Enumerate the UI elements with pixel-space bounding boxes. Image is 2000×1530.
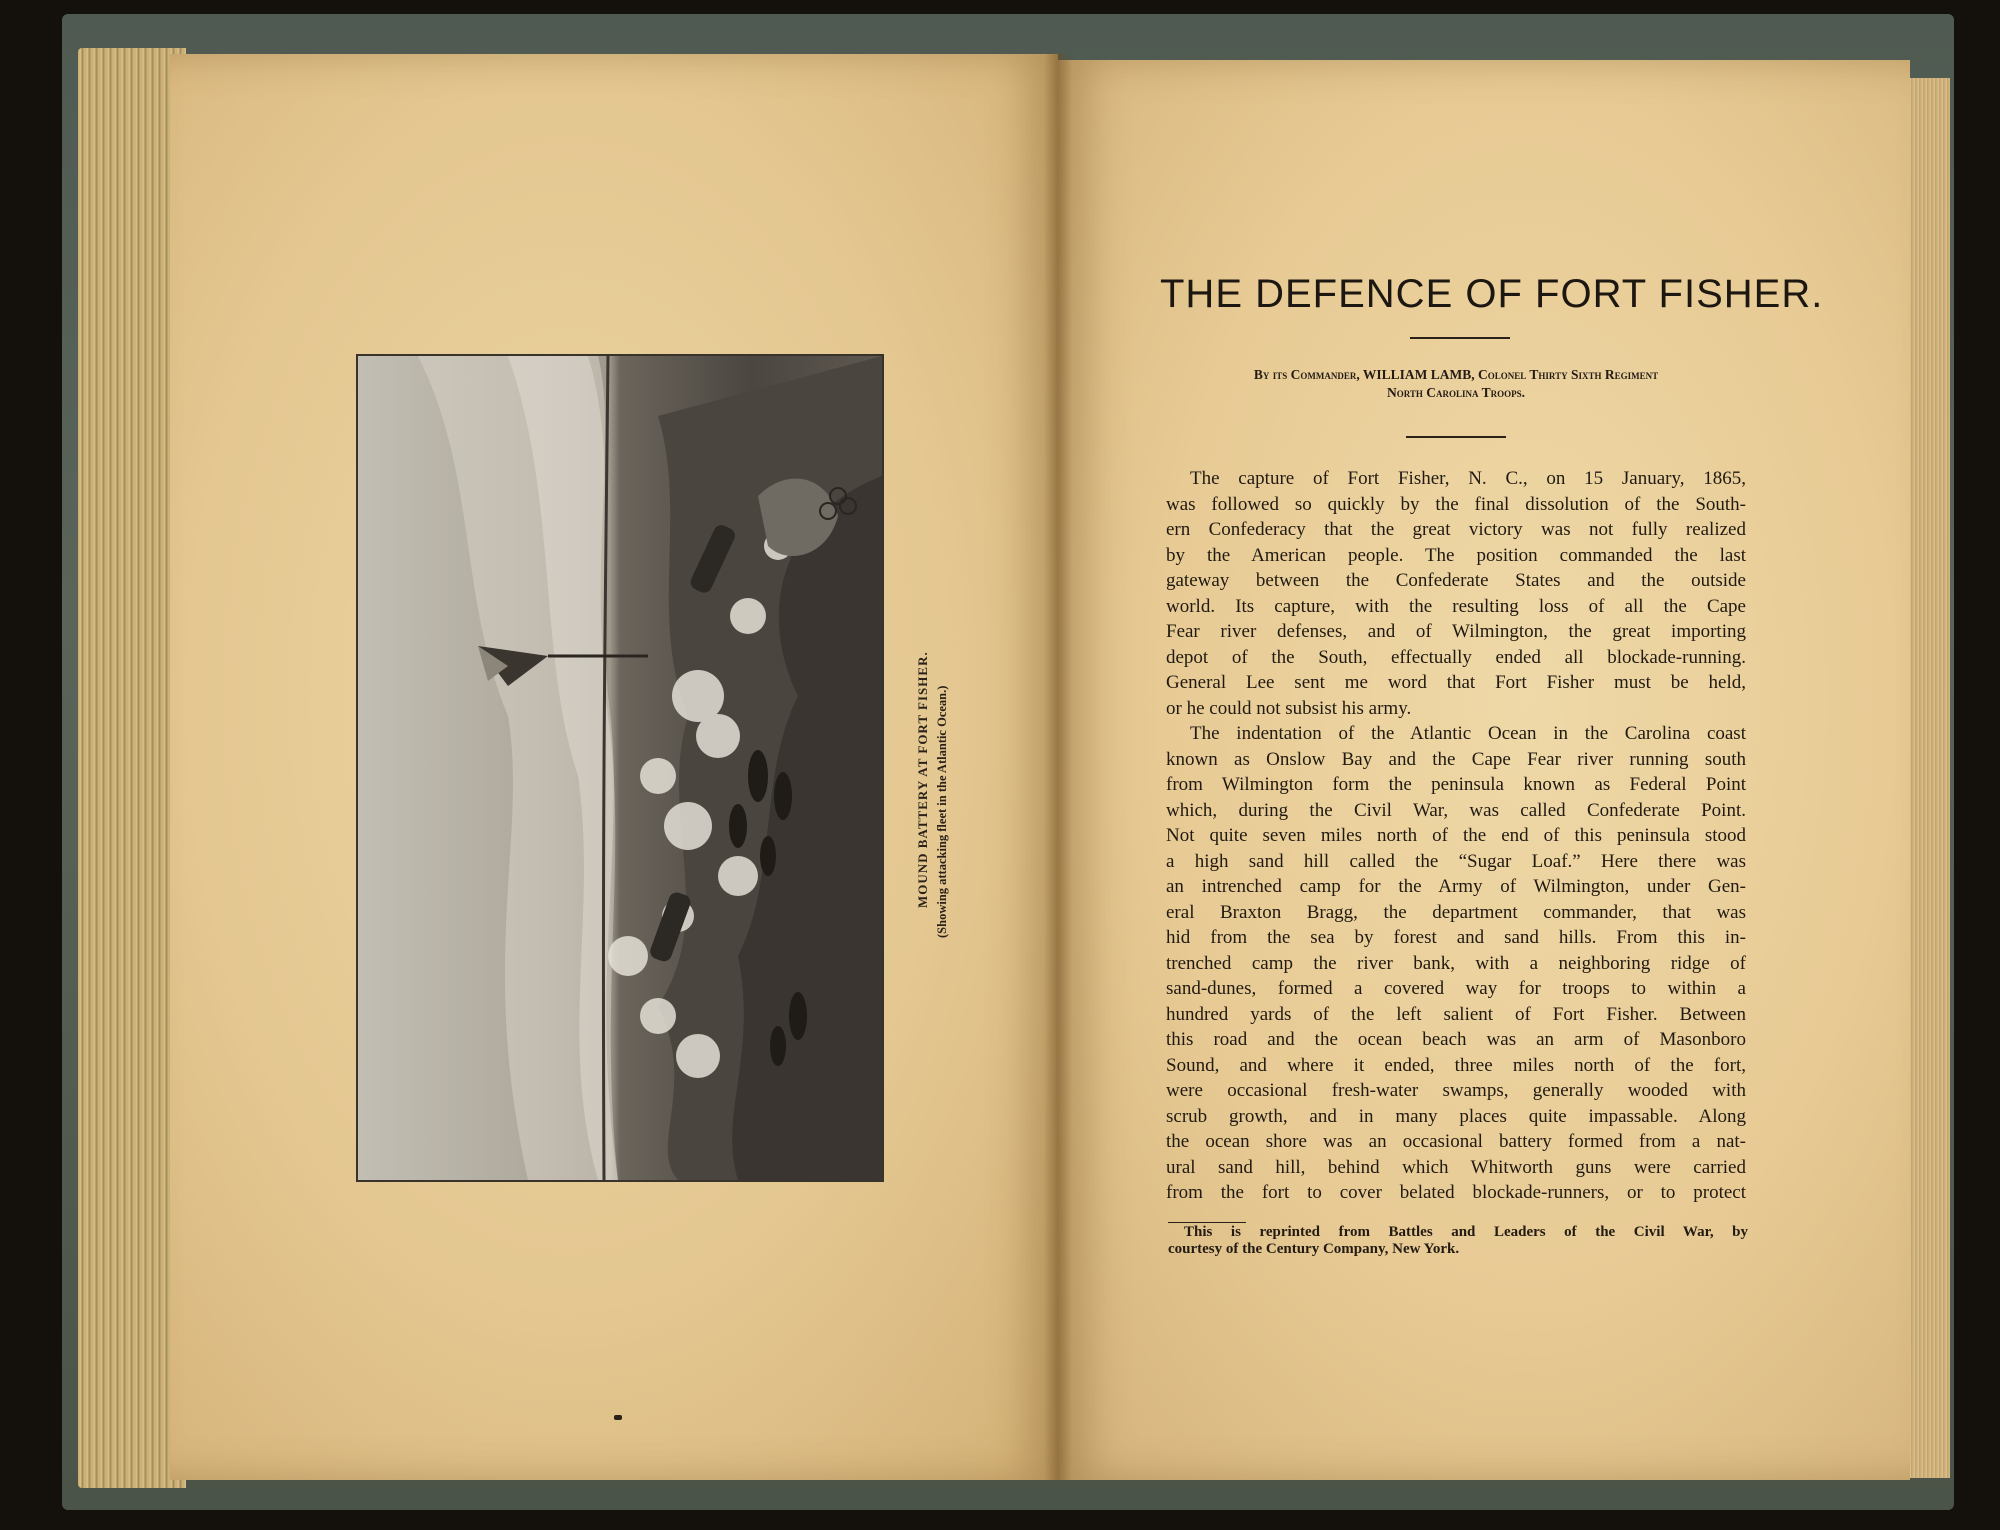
body-line: or he could not subsist his army. <box>1166 697 1412 719</box>
body-line: depot of the South, effectually ended all blockade-running. <box>1166 646 1746 668</box>
body-line: Not quite seven miles north of the end of this peninsula stood <box>1166 825 1746 846</box>
footnote-line: This is reprinted from Battles and Leaders of the Civil War, by <box>1184 1224 1748 1240</box>
title-rule <box>1410 337 1510 339</box>
byline-line-1: By its Commander, WILLIAM LAMB, Colonel Thirty Sixth Regiment <box>1253 367 1659 382</box>
body-line: was followed so quickly by the final dissolution of the South- <box>1166 493 1746 515</box>
body-line: The indentation of the Atlantic Ocean in the Carolina coast <box>1190 723 1746 744</box>
plate-caption-title: MOUND BATTERY AT FORT FISHER. <box>915 651 930 908</box>
body-line: from Wilmington form the peninsula known as Federal Point <box>1166 774 1746 795</box>
battle-engraving <box>358 356 882 1180</box>
body-line: General Lee sent me word that Fort Fisher must be held, <box>1166 672 1746 693</box>
body-line: world. Its capture, with the resulting loss of all the Cape <box>1166 595 1746 617</box>
footnote <box>1168 1224 1748 1258</box>
body-line: by the American people. The position commanded the last <box>1166 544 1746 566</box>
body-line: hid from the sea by forest and sand hills. From this in- <box>1166 927 1746 948</box>
body-line: from the fort to cover belated blockade-runners, or to protect <box>1166 1182 1746 1203</box>
plate-caption-subtitle: (Showing attacking fleet in the Atlantic Ocean.) <box>935 685 949 938</box>
byline-rule <box>1406 436 1506 438</box>
footnote-rule <box>1168 1222 1246 1223</box>
body-line: a high sand hill called the “Sugar Loaf.” Here there was <box>1166 850 1746 872</box>
ink-speck <box>614 1415 622 1420</box>
body-line: The capture of Fort Fisher, N. C., on 15 January, 1865, <box>1190 468 1746 489</box>
body-line: the ocean shore was an occasional battery formed from a nat- <box>1166 1131 1746 1152</box>
byline-line-2: North Carolina Troops. <box>1386 385 1526 400</box>
body-line: known as Onslow Bay and the Cape Fear river running south <box>1166 748 1746 770</box>
body-line: gateway between the Confederate States and the outside <box>1166 570 1746 591</box>
byline <box>1166 366 1746 402</box>
body-line: which, during the Civil War, was called Confederate Point. <box>1166 799 1746 821</box>
body-line: this road and the ocean beach was an arm of Masonboro <box>1166 1029 1746 1050</box>
plate-illustration <box>356 354 884 1182</box>
plate-caption <box>915 600 975 940</box>
body-line: an intrenched camp for the Army of Wilmington, under Gen- <box>1166 876 1746 897</box>
body-line: hundred yards of the left salient of Fort Fisher. Between <box>1166 1003 1746 1025</box>
footnote-line: courtesy of the Century Company, New York. <box>1168 1241 1460 1257</box>
body-line: Fear river defenses, and of Wilmington, the great importing <box>1166 621 1746 642</box>
book-gutter <box>1044 54 1072 1480</box>
body-line: were occasional fresh-water swamps, generally wooded with <box>1166 1080 1746 1101</box>
body-line: ural sand hill, behind which Whitworth guns were carried <box>1166 1156 1746 1178</box>
body-line: ern Confederacy that the great victory was not fully realized <box>1166 519 1746 540</box>
body-line: trenched camp the river bank, with a neighboring ridge of <box>1166 952 1746 974</box>
body-text <box>1166 466 1746 1206</box>
body-line: scrub growth, and in many places quite impassable. Along <box>1166 1105 1746 1127</box>
body-line: Sound, and where it ended, three miles north of the fort, <box>1166 1054 1746 1076</box>
body-line: sand-dunes, formed a covered way for troops to within a <box>1166 978 1746 999</box>
chapter-title: THE DEFENCE OF FORT FISHER. <box>1160 272 1824 316</box>
body-line: eral Braxton Bragg, the department commander, that was <box>1166 901 1746 923</box>
